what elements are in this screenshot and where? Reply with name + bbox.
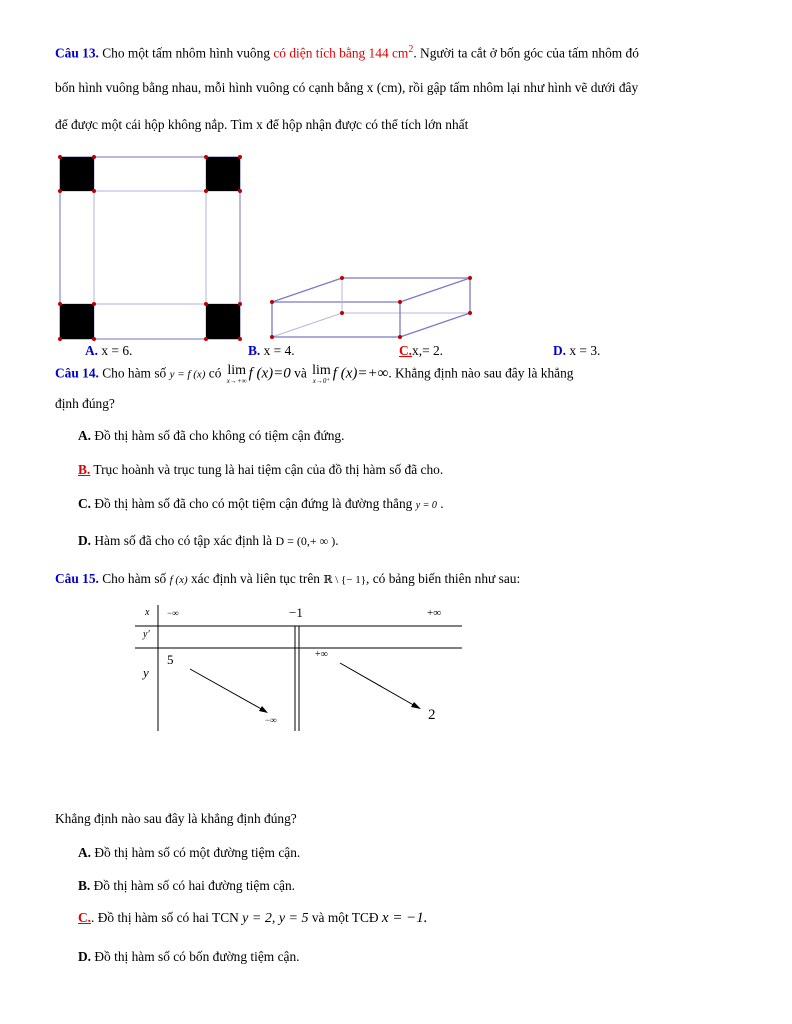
q15-text-a: Cho hàm số [98,571,170,586]
q15-line1 [55,571,520,587]
q14-text-a: Cho hàm số [98,365,170,381]
q14-limit-1: lim x→+∞ [226,363,247,385]
q14-va: và [290,365,311,381]
q14-option-d-math: D = (0,+ ∞ ) [275,534,336,548]
q14-limit-2-expr: f (x)=+∞ [332,365,389,382]
q15-func: f (x) [169,574,188,586]
q15-option-b-text: Đồ thị hàm số có hai đường tiệm cận. [90,878,296,893]
q14-text-b: . Khẳng định nào sau đây là khẳng [388,365,574,381]
q13-answer-c-text: x,= 2. [412,343,444,358]
q15-question: Khẳng định nào sau đây là khẳng định đúng? [55,811,297,826]
q15-domain: ℝ \ {− 1} [323,574,367,586]
q14-option-b-text: Trục hoành và trục tung là hai tiệm cận của đồ thị hàm số đã cho. [90,462,444,477]
q13-answer-a-letter: A. [85,343,99,358]
table-y-start: 5 [167,652,174,667]
q13-answer-d-text: x = 3. [566,343,601,358]
corner-square-tl [60,157,94,191]
q15-option-d-text: Đồ thị hàm số có bốn đường tiệm cận. [91,949,300,964]
q15-option-c-mid: và một TCĐ [308,910,382,925]
box-figure [268,272,478,342]
table-y-end: 2 [428,707,436,723]
q13-text-a: Cho một tấm nhôm hình vuông [98,45,274,61]
q15-option-a-letter: A. [78,845,92,860]
sheet-figure [55,150,255,350]
q14-co: có [205,365,225,381]
q15-option-d[interactable] [78,949,300,965]
q14-label: Câu 14. [55,365,99,381]
q13-answer-a-text: x = 6. [98,343,133,358]
table-yp-label: y' [143,629,150,640]
q15-option-b-letter: B. [78,878,91,893]
q15-option-c-math: y = 2, y = 5 [242,911,309,926]
q14-option-d-text: Hàm số đã cho có tập xác định là [91,533,276,548]
q15-option-a-text: Đồ thị hàm số có một đường tiệm cận. [91,845,301,860]
q15-option-d-letter: D. [78,949,92,964]
table-x-label: x [145,607,150,618]
q13-answer-b-letter: B. [248,343,261,358]
table-x-left: −∞ [167,608,179,618]
q13-line1 [55,44,639,61]
q14-func: y = f (x) [169,368,206,381]
q14-limit-1-expr: f (x)=0 [248,365,291,382]
q15-label: Câu 15. [55,571,99,586]
q14-option-a-text: Đồ thị hàm số đã cho không có tiệm cận đứng. [91,428,345,443]
table-x-right: +∞ [427,607,442,619]
q15-option-c[interactable] [78,910,428,927]
corner-square-tr [206,157,240,191]
q15-option-c-text: . Đồ thị hàm số có hai TCN [91,910,243,925]
q13-answer-b-text: x = 4. [260,343,295,358]
q13-sup: 2 [408,44,414,55]
table-y-label: y [143,665,149,680]
q15-option-a[interactable] [78,845,300,861]
q14-option-a[interactable] [78,428,344,444]
q14-limit-2: lim x→0⁺ [312,363,331,385]
q14-option-d-tail: . [335,533,339,548]
q14-option-d-letter: D. [78,533,92,548]
corner-square-bl [60,304,94,339]
q14-line1 [55,364,574,385]
q14-option-d[interactable] [78,533,339,549]
q13-line2: bốn hình vuông bằng nhau, mỗi hình vuông có cạnh bằng x (cm), rồi gập tấm nhôm lại như hình vẽ dưới đây [55,80,639,95]
q14-option-c-letter: C. [78,496,92,511]
table-y-left-end: −∞ [265,715,277,725]
q14-option-b[interactable] [78,462,443,478]
q13-answer-a[interactable] [85,343,132,359]
corner-square-br [206,304,240,339]
q14-option-a-letter: A. [78,428,92,443]
q14-option-c-text: Đồ thị hàm số đã cho có một tiệm cận đứng là đường thẳng [91,496,416,511]
q14-line2: định đúng? [55,396,115,411]
variation-table [135,605,465,735]
q13-area: có diện tích bằng 144 cm [273,45,409,61]
q14-option-c-math: y = 0 [415,500,437,511]
q13-answer-c[interactable] [399,343,443,359]
q14-option-c-tail: . [436,496,444,511]
q13-answer-d-letter: D. [553,343,567,358]
table-y-right-start: +∞ [315,649,328,660]
q13-line3: để được một cái hộp không nắp. Tìm x để hộp nhận được có thể tích lớn nhất [55,117,469,132]
q13-answer-b[interactable] [248,343,295,359]
table-x-mid: −1 [289,605,303,620]
q14-option-b-letter: B. [78,462,91,477]
q15-option-b[interactable] [78,878,295,894]
q15-option-c-letter: C. [78,910,92,925]
q13-answer-c-letter: C. [399,343,413,358]
q14-option-c[interactable] [78,496,444,512]
q13-label: Câu 13. [55,45,99,61]
q13-text-b: . Người ta cắt ở bốn góc của tấm nhôm đó [413,45,639,61]
q15-text-b: xác định và liên tục trên [187,571,324,586]
q15-option-c-math2: x = −1. [381,910,428,926]
q15-text-c: , có bảng biến thiên như sau: [366,571,521,586]
q13-answer-d[interactable] [553,343,600,359]
